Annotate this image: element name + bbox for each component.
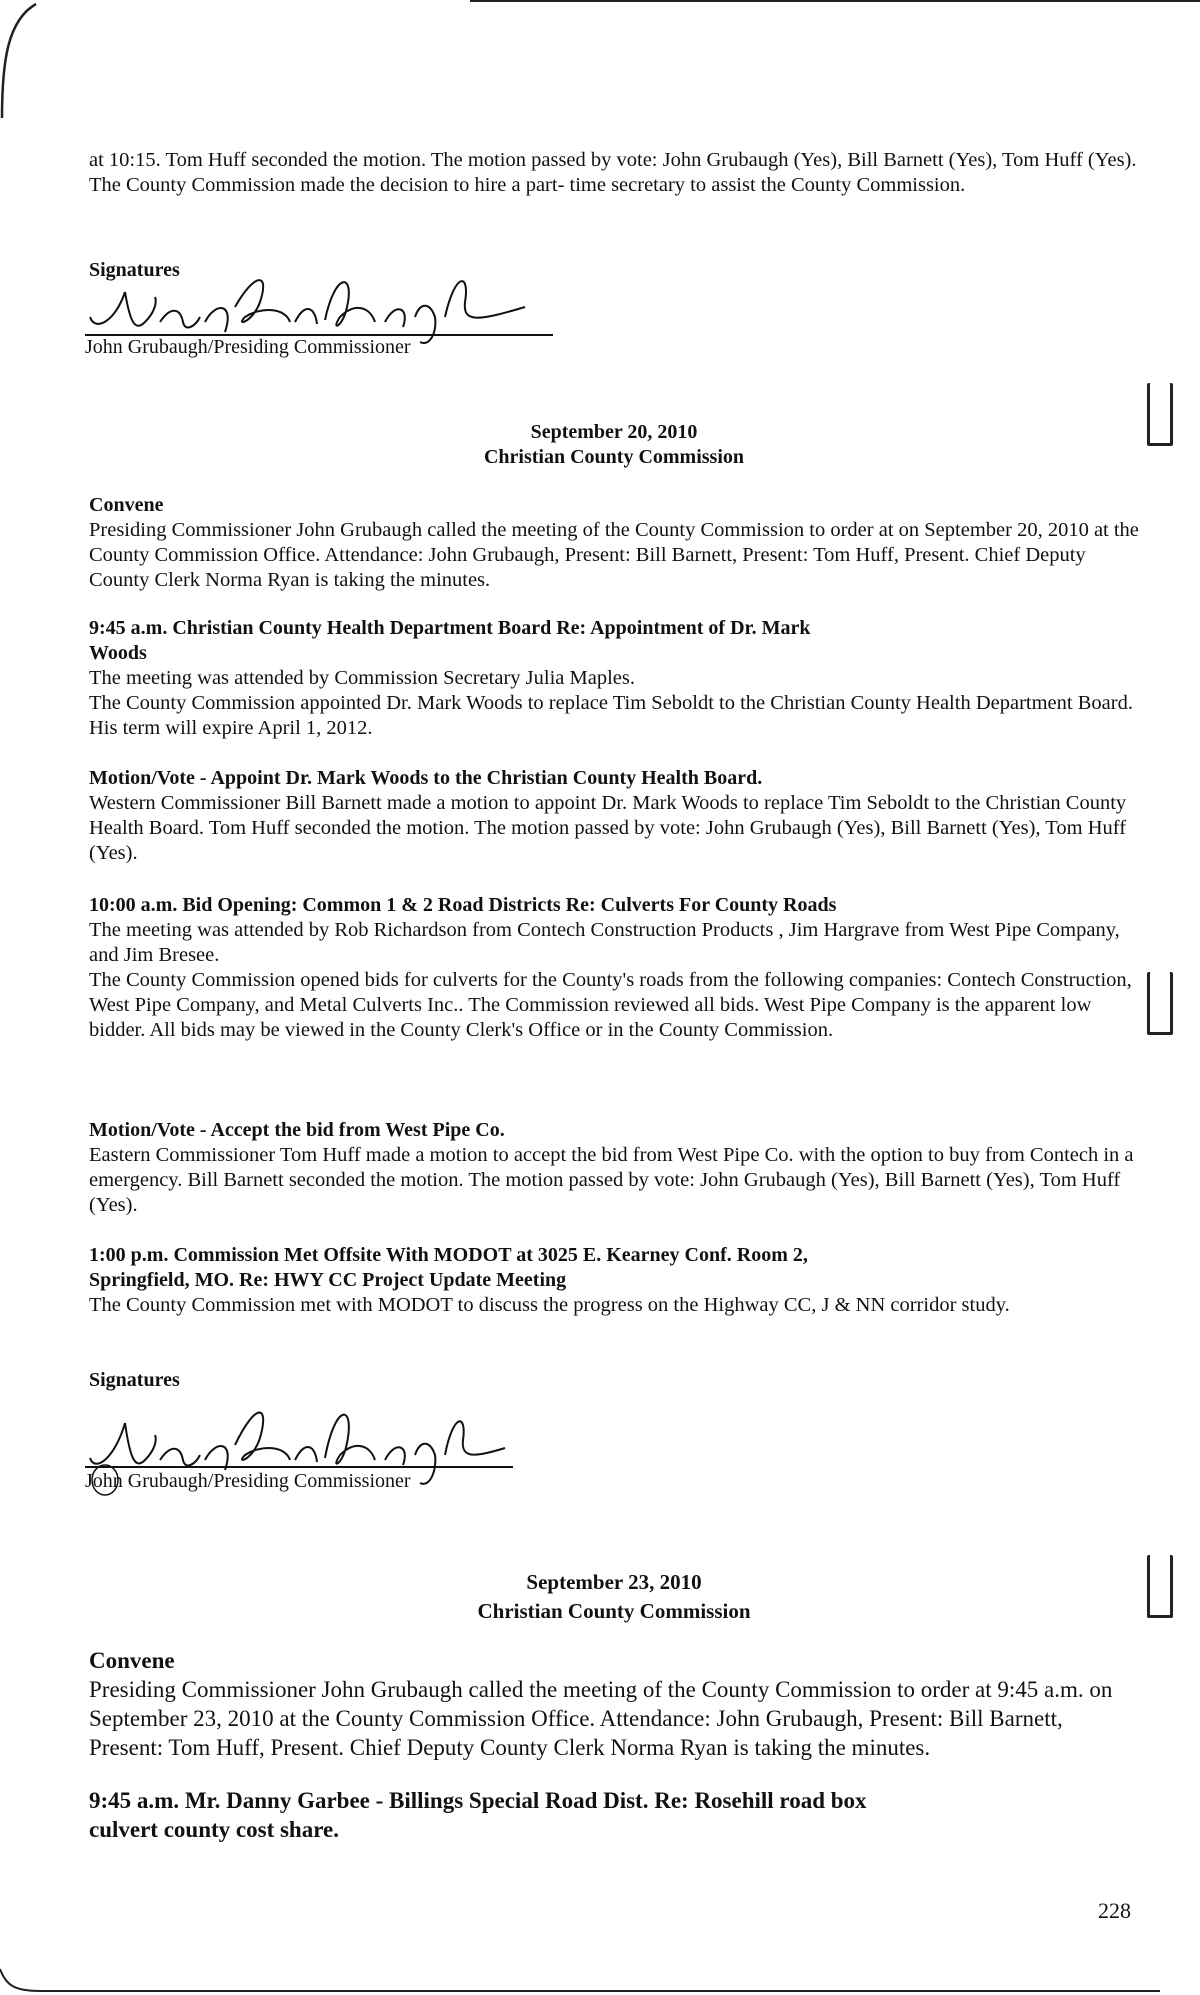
meeting-sep20-body: Christian County Commission bbox=[483, 446, 745, 468]
meeting-sep23-convene bbox=[89, 1646, 1139, 1762]
meeting-sep20-date: September 20, 2010 bbox=[530, 421, 698, 443]
vote-text: Eastern Commissioner Tom Huff made a motion to accept the bid from West Pipe Co. with the option to buy from Contech in a emergency. Bill Barnett seconded the motion. The motion passed by vote: John Grubaugh (Yes), Bill Barnett (Yes), Tom Huff (Yes). bbox=[89, 1144, 1134, 1216]
meeting-sep20-convene bbox=[89, 493, 1139, 593]
meeting-sep20-item-health-board bbox=[89, 616, 1139, 741]
meeting-sep23-date: September 23, 2010 bbox=[526, 1570, 702, 1594]
convene-heading: Convene bbox=[89, 1648, 175, 1673]
convene-text: Presiding Commissioner John Grubaugh called the meeting of the County Commission to order at 9:45 a.m. on September 23, 2010 at the County Commission Office. Attendance: John Grubaugh, Present: Bill Barnett, Present: Tom Huff, Present. Chief Deputy County Clerk Norma Ryan is taking the minutes. bbox=[89, 1677, 1113, 1760]
continuation-section bbox=[89, 148, 1139, 198]
item-text: The meeting was attended by Rob Richardson from Contech Construction Products , Jim Hargrave from West Pipe Company, and Jim Bresee. bbox=[89, 919, 1120, 966]
meeting-sep20-item-modot bbox=[89, 1243, 1139, 1318]
scan-edge-bottom bbox=[0, 1965, 1200, 1995]
signatures-heading-2: Signatures bbox=[89, 1369, 180, 1391]
scan-corner-curve bbox=[0, 0, 40, 120]
vote-heading: Motion/Vote - Accept the bid from West Pipe Co. bbox=[89, 1119, 505, 1141]
meeting-sep23-title bbox=[89, 1568, 1139, 1626]
continuation-paragraph: at 10:15. Tom Huff seconded the motion. The motion passed by vote: John Grubaugh (Yes), Bill Barnett (Yes), Tom Huff (Yes). The County Commission made the decision to hire a part- time secretary to assist the County Commission. bbox=[89, 149, 1137, 196]
signature-line-2 bbox=[85, 1466, 513, 1468]
item-text: The County Commission opened bids for culverts for the County's roads from the following companies: Contech Construction, West Pipe Company, and Metal Culverts Inc.. The Commission reviewed all bids. West Pipe Company is the apparent low bidder. All bids may be viewed in the County Clerk's Office or in the County Commission. bbox=[89, 969, 1132, 1041]
meeting-sep23-item-garbee bbox=[89, 1786, 1139, 1844]
convene-text: Presiding Commissioner John Grubaugh called the meeting of the County Commission to order at on September 20, 2010 at the County Commission Office. Attendance: John Grubaugh, Present: Bill Barnett, Present: Tom Huff, Present. Chief Deputy County Clerk Norma Ryan is taking the minutes. bbox=[89, 519, 1139, 591]
convene-heading: Convene bbox=[89, 494, 164, 516]
signature-block-2 bbox=[85, 1398, 525, 1508]
meeting-sep20-vote-west-pipe bbox=[89, 1118, 1139, 1218]
signatures-heading-1: Signatures bbox=[89, 259, 180, 281]
scan-edge-top bbox=[0, 0, 1200, 2]
meeting-sep23-body: Christian County Commission bbox=[477, 1599, 751, 1623]
signature-name-1: John Grubaugh/Presiding Commissioner bbox=[85, 336, 411, 358]
page-number: 228 bbox=[1098, 1898, 1131, 1923]
vote-text: Western Commissioner Bill Barnett made a motion to appoint Dr. Mark Woods to replace Tim Seboldt to the Christian County Health Board. Tom Huff seconded the motion. The motion passed by vote: John Grubaugh (Yes), Bill Barnett (Yes), Tom Huff (Yes). bbox=[89, 792, 1127, 864]
margin-mark-3 bbox=[1147, 1555, 1173, 1618]
signature-block-1 bbox=[85, 262, 565, 372]
item-heading: 1:00 p.m. Commission Met Offsite With MODOT at 3025 E. Kearney Conf. Room 2, Springfield, MO. Re: HWY CC Project Update Meeting bbox=[89, 1244, 808, 1291]
item-heading: 10:00 a.m. Bid Opening: Common 1 & 2 Road Districts Re: Culverts For County Roads bbox=[89, 894, 837, 916]
signature-name-2: John Grubaugh/Presiding Commissioner bbox=[85, 1470, 411, 1492]
item-text: The County Commission met with MODOT to discuss the progress on the Highway CC, J & NN corridor study. bbox=[89, 1294, 1010, 1316]
item-text: The meeting was attended by Commission Secretary Julia Maples. bbox=[89, 667, 635, 689]
meeting-sep20-title bbox=[89, 420, 1139, 470]
vote-heading: Motion/Vote - Appoint Dr. Mark Woods to the Christian County Health Board. bbox=[89, 767, 763, 789]
margin-mark-1 bbox=[1147, 383, 1173, 446]
meeting-sep20-item-bid-opening bbox=[89, 893, 1139, 1043]
item-heading: 9:45 a.m. Christian County Health Department Board Re: Appointment of Dr. Mark Woods bbox=[89, 617, 811, 664]
item-text: The County Commission appointed Dr. Mark Woods to replace Tim Seboldt to the Christian County Health Department Board. His term will expire April 1, 2012. bbox=[89, 692, 1133, 739]
margin-mark-2 bbox=[1147, 972, 1173, 1035]
item-heading: 9:45 a.m. Mr. Danny Garbee - Billings Special Road Dist. Re: Rosehill road box culvert county cost share. bbox=[89, 1788, 867, 1842]
meeting-sep20-vote-health-board bbox=[89, 766, 1139, 866]
